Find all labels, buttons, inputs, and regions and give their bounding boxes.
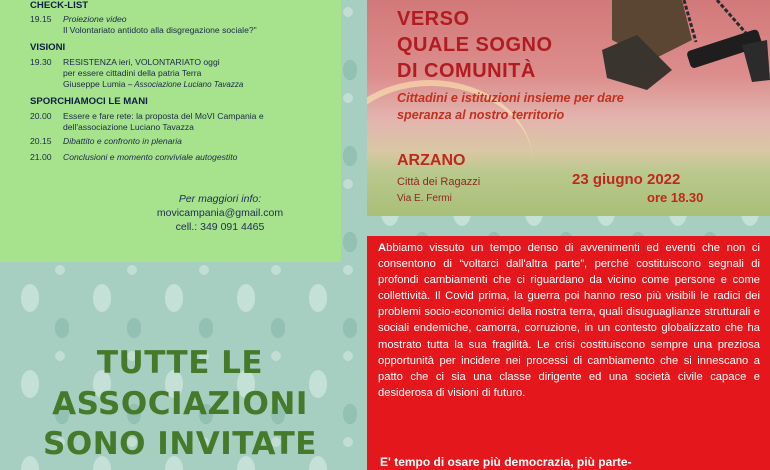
program-time: 20.00 [30,111,52,121]
program-time: 21.00 [30,152,52,162]
program-time: 19.15 [30,14,52,24]
poster-subtitle: speranza al nostro territorio [397,108,565,122]
visioni-heading: VISIONI [30,42,66,53]
drop-cap: A [378,242,387,254]
poster-city: ARZANO [397,152,466,169]
program-line: RESISTENZA ieri, VOLONTARIATO oggi [63,57,220,67]
statement-footer: E' tempo di osare più democrazia, più parte- [380,455,632,469]
statement-text [378,240,760,401]
poster-date: 23 giugno 2022 [572,171,681,188]
statement-body: bbiamo vissuto un tempo denso di avvenimenti ed eventi che non ci consentono di “voltarci dall'altra parte”, perché costituiscono segnali di profondi cambiamenti che ci riguardano da vicino come persone e come collettività. Il Covid prima, la guerra poi hanno reso più visibili le radici dei problemi socio-economici della nostra terra, quali disuguaglianze strutturali e sociali endemiche, camorra, corruzione, in un contesto globalizzato che ha mostrato tutta la sua fragilità. Le crisi costituiscono sempre una preziosa opportunità per incidere nei processi di cambiamento che si innescano a patto che ci sia una classe dirigente ed una società civile capace e desiderosa di visioni di futuro. [378,242,760,399]
program-line: Dibattito e confronto in plenaria [63,136,182,146]
speaker-name: Giuseppe Lumia [63,79,126,89]
program-line: Conclusioni e momento conviviale autogestito [63,152,238,162]
poster-street: Via E. Fermi [397,193,452,204]
info-email[interactable]: movicampania@gmail.com [156,207,284,219]
invite-line: ASSOCIAZIONI [52,386,308,422]
info-phone: cell.: 349 091 4465 [175,221,265,233]
program-speaker [63,79,243,89]
program-line: Proiezione video [63,14,127,24]
program-line: dell'associazione Luciano Tavazza [63,122,194,132]
poster-time: ore 18.30 [647,190,704,205]
program-line: Essere e fare rete: la proposta del MoVI Campania e [63,111,264,121]
program-time: 20.15 [30,136,52,146]
checklist-heading: CHECK-LIST [30,0,89,11]
poster-venue: Città dei Ragazzi [397,176,481,188]
poster-image [367,0,770,216]
program-line: per essere cittadini della patria Terra [63,68,202,78]
poster-title-line: QUALE SOGNO [397,34,553,56]
poster-subtitle: Cittadini e istituzioni insieme per dare [397,91,624,105]
poster-title-line: DI COMUNITÀ [397,60,536,82]
program-time: 19.30 [30,57,52,67]
poster-title-line: VERSO [397,8,470,30]
mani-heading: SPORCHIAMOCI LE MANI [30,96,148,107]
speaker-org: – Associazione Luciano Tavazza [125,80,244,89]
program-line: Il Volontariato antidoto alla disgregazione sociale?" [63,25,257,35]
swing-graphic [592,0,770,100]
invite-line: TUTTE LE [96,345,264,381]
invite-line: SONO INVITATE [43,426,317,462]
info-heading: Per maggiori info: [178,193,262,205]
